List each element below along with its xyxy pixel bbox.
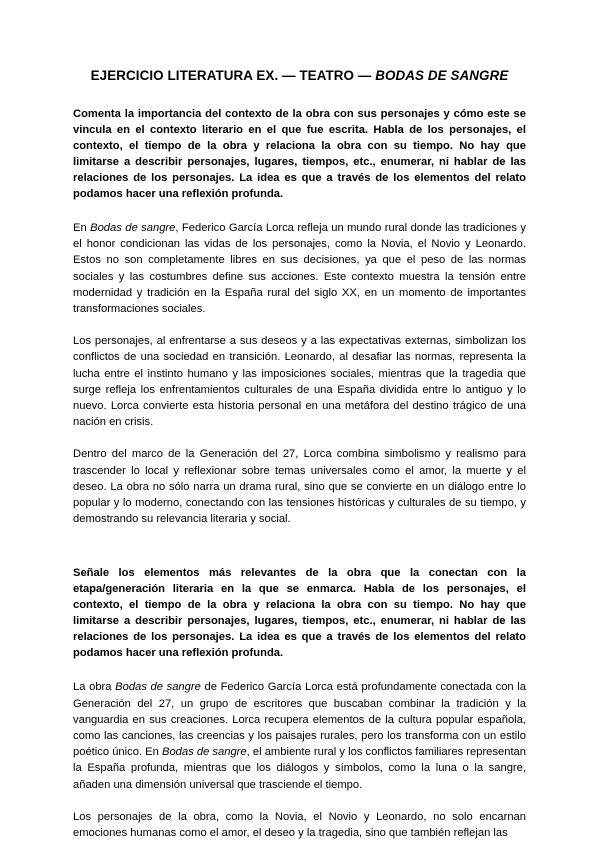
section-2 <box>73 565 526 841</box>
work-title: Bodas de sangre <box>162 746 247 759</box>
answer-paragraph-3: Dentro del marco de la Generación del 27, Lorca combina simbolismo y realismo para trascender lo local y reflexionar sobre temas universales como el amor, la muerte y el deseo. La obra no sólo narra un drama rural, sino que se convierte en un diálogo entre lo popular y lo moderno, conectando con las tensiones históricas y culturales de su tiempo, y demostrando su relevancia literaria y social. <box>73 448 526 526</box>
title-main: EJERCICIO LITERATURA EX. — TEATRO — <box>90 68 376 83</box>
work-title: Bodas de sangre <box>115 681 201 694</box>
title-italic: BODAS DE SANGRE <box>375 68 509 83</box>
paragraph-text: de Federico García Lorca está profundamente conectada con la Generación del 27, un grupo de escritores que buscaban combinar la tradición y la vanguardia en sus creaciones. Lorca recupera elementos de la cultura popular española, como las canciones, las creencias y los paisajes rurales, pero los transforma con un estilo poético único. En <box>73 681 526 759</box>
document-title <box>73 68 526 84</box>
answer-paragraph-5: Los personajes de la obra, como la Novia, el Novio y Leonardo, no solo encarnan emociones humanas como el amor, el deseo y la tragedia, sino que también reflejan las <box>73 810 526 840</box>
section-1 <box>73 106 526 527</box>
work-title: Bodas de sangre <box>90 222 176 234</box>
answer-paragraph-2: Los personajes, al enfrentarse a sus deseos y a las expectativas externas, simbolizan los conflictos de una sociedad en transición. Leonardo, al desafiar las normas, representa la lucha entre el instinto humano y las imposiciones sociales, mientras que la tragedia que surge refleja los enfrentamientos culturales de una España dividida entre lo antiguo y lo nuevo. Lorca convierte esta historia personal en una metáfora del destino trágico de una nación en crisis. <box>73 335 526 429</box>
paragraph-text: La obra <box>73 681 116 694</box>
answer-paragraph-1 <box>73 220 526 317</box>
answer-paragraph-4 <box>73 679 526 792</box>
question-prompt-2: Señale los elementos más relevantes de la obra que la conectan con la etapa/generación literaria en la que se enmarca. Habla de los personajes, el contexto, el tiempo de la obra y relaciona la obra con su tiempo. No hay que limitarse a describir personajes, lugares, tiempos, etc., enumerar, ni hablar de las relaciones de los personajes. La idea es que a través de los elementos del relato podamos hacer una reflexión profunda. <box>73 567 526 660</box>
question-prompt-1: Comenta la importancia del contexto de la obra con sus personajes y cómo este se vincula en el contexto literario en el que fue escrita. Habla de los personajes, el contexto, el tiempo de la obra y relaciona la obra con su tiempo. No hay que limitarse a describir personajes, lugares, tiempos, etc., enumerar, ni hablar de las relaciones de los personajes. La idea es que a través de los elementos del relato podamos hacer una reflexión profunda. <box>73 108 526 200</box>
paragraph-text: , el ambiente rural y los conflictos familiares representan la España profunda, mientras que los diálogos y símbolos, como la luna o la sangre, añaden una dimensión universal que trasciende el tiempo. <box>73 746 526 791</box>
paragraph-text: En <box>73 222 91 234</box>
section-gap <box>73 543 526 565</box>
paragraph-text: , Federico García Lorca refleja un mundo rural donde las tradiciones y el honor condicionan las vidas de los personajes, como la Novia, el Novio y Leonardo. Estos no son completamente libres en sus decisiones, ya que el peso de las normas sociales y las costumbres define sus acciones. Este contexto muestra la tensión entre modernidad y tradición en la España rural del siglo XX, en un momento de importantes transformaciones sociales. <box>73 222 526 316</box>
